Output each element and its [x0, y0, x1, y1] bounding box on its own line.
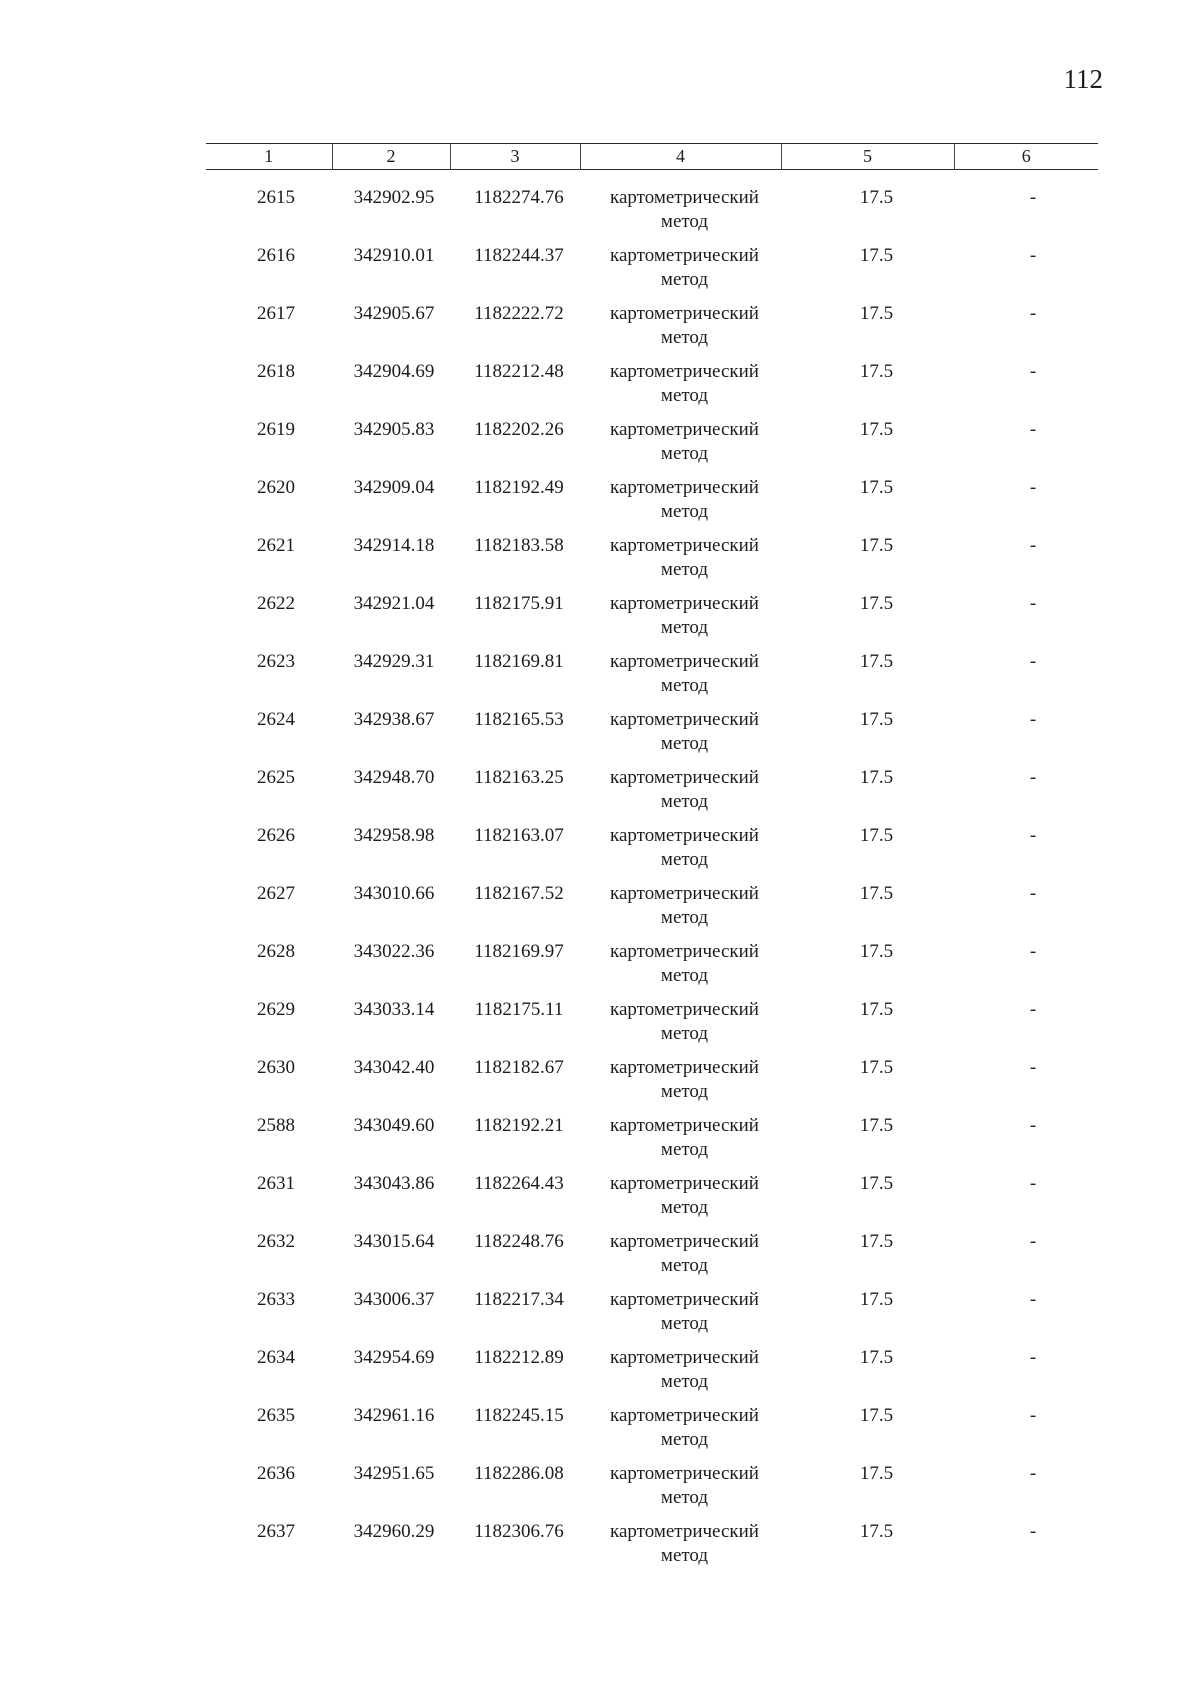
error-cell: 17.5	[859, 477, 894, 498]
method-line-1: картометрический	[610, 651, 759, 672]
note-cell: -	[1029, 999, 1037, 1020]
method-cell	[580, 170, 781, 245]
note-cell: -	[1029, 883, 1037, 904]
y-coordinate-cell: 1182212.48	[474, 361, 564, 382]
error-cell: 17.5	[859, 1231, 894, 1252]
table-row	[206, 1114, 1098, 1172]
table-row	[206, 650, 1098, 708]
point-id-cell: 2627	[257, 883, 295, 904]
table-row	[206, 824, 1098, 882]
x-coordinate-cell: 342905.83	[353, 419, 435, 440]
method-cell	[580, 1230, 781, 1288]
error-cell: 17.5	[859, 1405, 894, 1426]
y-coordinate-cell: 1182183.58	[474, 535, 564, 556]
x-coordinate-cell: 342960.29	[353, 1521, 435, 1542]
x-coordinate-cell: 343006.37	[353, 1289, 435, 1310]
y-coordinate-cell: 1182192.21	[474, 1115, 564, 1136]
x-coordinate-cell: 342921.04	[353, 593, 435, 614]
method-line-1: картометрический	[610, 1521, 759, 1542]
y-coordinate-cell: 1182264.43	[474, 1173, 564, 1194]
method-line-1: картометрический	[610, 1115, 759, 1136]
note-cell: -	[1029, 245, 1037, 266]
table-row	[206, 476, 1098, 534]
y-coordinate-cell: 1182182.67	[474, 1057, 564, 1078]
page-number: 112	[1063, 64, 1103, 94]
point-id-cell: 2623	[257, 651, 295, 672]
note-cell: -	[1029, 1231, 1037, 1252]
method-cell	[580, 824, 781, 882]
point-id-cell: 2630	[257, 1057, 295, 1078]
method-cell	[580, 476, 781, 534]
header-row	[206, 144, 1098, 170]
method-cell	[580, 360, 781, 418]
x-coordinate-cell: 342948.70	[353, 767, 435, 788]
error-cell: 17.5	[859, 187, 894, 208]
method-cell	[580, 998, 781, 1056]
method-line-2: метод	[660, 1197, 709, 1218]
table-row	[206, 534, 1098, 592]
method-line-2: метод	[660, 559, 709, 580]
note-cell: -	[1029, 535, 1037, 556]
point-id-cell: 2615	[257, 187, 295, 208]
x-coordinate-cell: 342902.95	[353, 187, 435, 208]
y-coordinate-cell: 1182248.76	[474, 1231, 564, 1252]
x-coordinate-cell: 342951.65	[353, 1463, 435, 1484]
note-cell: -	[1029, 419, 1037, 440]
table-row	[206, 708, 1098, 766]
error-cell: 17.5	[859, 941, 894, 962]
error-cell: 17.5	[859, 419, 894, 440]
method-line-2: метод	[660, 269, 709, 290]
note-cell: -	[1029, 593, 1037, 614]
note-cell: -	[1029, 361, 1037, 382]
note-cell: -	[1029, 1405, 1037, 1426]
table-row	[206, 998, 1098, 1056]
method-cell	[580, 1172, 781, 1230]
point-id-cell: 2622	[257, 593, 295, 614]
point-id-cell: 2626	[257, 825, 295, 846]
method-line-1: картометрический	[610, 883, 759, 904]
error-cell: 17.5	[859, 1115, 894, 1136]
note-cell: -	[1029, 941, 1037, 962]
method-line-2: метод	[660, 733, 709, 754]
point-id-cell: 2621	[257, 535, 295, 556]
method-line-2: метод	[660, 211, 709, 232]
x-coordinate-cell: 342929.31	[353, 651, 435, 672]
method-line-2: метод	[660, 1139, 709, 1160]
x-coordinate-cell: 342909.04	[353, 477, 435, 498]
note-cell: -	[1029, 477, 1037, 498]
x-coordinate-cell: 342904.69	[353, 361, 435, 382]
method-line-1: картометрический	[610, 1231, 759, 1252]
method-cell	[580, 1404, 781, 1462]
y-coordinate-cell: 1182244.37	[474, 245, 564, 266]
method-cell	[580, 940, 781, 998]
note-cell: -	[1029, 1521, 1037, 1542]
y-coordinate-cell: 1182245.15	[474, 1405, 564, 1426]
y-coordinate-cell: 1182222.72	[474, 303, 564, 324]
note-cell: -	[1029, 187, 1037, 208]
method-line-2: метод	[660, 1545, 709, 1566]
note-cell: -	[1029, 1347, 1037, 1368]
method-line-1: картометрический	[610, 1463, 759, 1484]
method-line-1: картометрический	[610, 303, 759, 324]
point-id-cell: 2635	[257, 1405, 295, 1426]
method-cell	[580, 882, 781, 940]
method-line-2: метод	[660, 1255, 709, 1276]
method-cell	[580, 1346, 781, 1404]
method-line-2: метод	[660, 327, 709, 348]
method-line-1: картометрический	[610, 1173, 759, 1194]
error-cell: 17.5	[859, 361, 894, 382]
method-line-1: картометрический	[610, 1057, 759, 1078]
table-row	[206, 1288, 1098, 1346]
point-id-cell: 2632	[257, 1231, 295, 1252]
error-cell: 17.5	[859, 1521, 894, 1542]
point-id-cell: 2637	[257, 1521, 295, 1542]
y-coordinate-cell: 1182286.08	[474, 1463, 564, 1484]
table-row	[206, 1230, 1098, 1288]
point-id-cell: 2619	[257, 419, 295, 440]
table-row	[206, 592, 1098, 650]
point-id-cell: 2631	[257, 1173, 295, 1194]
error-cell: 17.5	[859, 1173, 894, 1194]
method-line-1: картометрический	[610, 593, 759, 614]
y-coordinate-cell: 1182163.25	[474, 767, 564, 788]
method-line-1: картометрический	[610, 709, 759, 730]
method-line-1: картометрический	[610, 825, 759, 846]
table-row	[206, 244, 1098, 302]
error-cell: 17.5	[859, 651, 894, 672]
method-cell	[580, 650, 781, 708]
y-coordinate-cell: 1182192.49	[474, 477, 564, 498]
method-line-2: метод	[660, 443, 709, 464]
method-line-1: картометрический	[610, 941, 759, 962]
column-header-2: 2	[332, 144, 450, 170]
note-cell: -	[1029, 767, 1037, 788]
table-row	[206, 418, 1098, 476]
point-id-cell: 2624	[257, 709, 295, 730]
table-row	[206, 170, 1098, 245]
point-id-cell: 2620	[257, 477, 295, 498]
error-cell: 17.5	[859, 1057, 894, 1078]
x-coordinate-cell: 343015.64	[353, 1231, 435, 1252]
method-line-1: картометрический	[610, 187, 759, 208]
note-cell: -	[1029, 303, 1037, 324]
point-id-cell: 2625	[257, 767, 295, 788]
table-row	[206, 1346, 1098, 1404]
method-cell	[580, 534, 781, 592]
note-cell: -	[1029, 709, 1037, 730]
note-cell: -	[1029, 1463, 1037, 1484]
column-header-5: 5	[781, 144, 954, 170]
method-line-2: метод	[660, 675, 709, 696]
y-coordinate-cell: 1182212.89	[474, 1347, 564, 1368]
x-coordinate-cell: 343033.14	[353, 999, 435, 1020]
point-id-cell: 2617	[257, 303, 295, 324]
error-cell: 17.5	[859, 535, 894, 556]
table-row	[206, 940, 1098, 998]
point-id-cell: 2588	[257, 1115, 295, 1136]
error-cell: 17.5	[859, 883, 894, 904]
error-cell: 17.5	[859, 825, 894, 846]
method-cell	[580, 1114, 781, 1172]
point-id-cell: 2618	[257, 361, 295, 382]
method-line-1: картометрический	[610, 419, 759, 440]
method-line-2: метод	[660, 791, 709, 812]
method-cell	[580, 1462, 781, 1520]
x-coordinate-cell: 343049.60	[353, 1115, 435, 1136]
table-row	[206, 1056, 1098, 1114]
point-id-cell: 2616	[257, 245, 295, 266]
error-cell: 17.5	[859, 767, 894, 788]
column-header-4: 4	[580, 144, 781, 170]
point-id-cell: 2628	[257, 941, 295, 962]
note-cell: -	[1029, 1115, 1037, 1136]
error-cell: 17.5	[859, 1463, 894, 1484]
y-coordinate-cell: 1182163.07	[474, 825, 564, 846]
method-cell	[580, 1288, 781, 1346]
method-line-1: картометрический	[610, 477, 759, 498]
point-id-cell: 2636	[257, 1463, 295, 1484]
column-header-6: 6	[954, 144, 1098, 170]
error-cell: 17.5	[859, 709, 894, 730]
x-coordinate-cell: 342961.16	[353, 1405, 435, 1426]
y-coordinate-cell: 1182165.53	[474, 709, 564, 730]
method-line-2: метод	[660, 1081, 709, 1102]
x-coordinate-cell: 343010.66	[353, 883, 435, 904]
method-line-1: картометрический	[610, 361, 759, 382]
table-row	[206, 882, 1098, 940]
y-coordinate-cell: 1182217.34	[474, 1289, 564, 1310]
x-coordinate-cell: 343042.40	[353, 1057, 435, 1078]
error-cell: 17.5	[859, 1347, 894, 1368]
x-coordinate-cell: 342914.18	[353, 535, 435, 556]
column-header-3: 3	[450, 144, 580, 170]
method-line-2: метод	[660, 965, 709, 986]
x-coordinate-cell: 342958.98	[353, 825, 435, 846]
method-line-1: картометрический	[610, 245, 759, 266]
error-cell: 17.5	[859, 303, 894, 324]
method-line-2: метод	[660, 1371, 709, 1392]
point-id-cell: 2629	[257, 999, 295, 1020]
note-cell: -	[1029, 825, 1037, 846]
method-line-2: метод	[660, 1429, 709, 1450]
coordinates-table	[206, 143, 1098, 1578]
x-coordinate-cell: 342910.01	[353, 245, 435, 266]
method-line-1: картометрический	[610, 535, 759, 556]
point-id-cell: 2633	[257, 1289, 295, 1310]
method-line-2: метод	[660, 1487, 709, 1508]
table-row	[206, 360, 1098, 418]
table-body	[206, 170, 1098, 1579]
column-header-1: 1	[206, 144, 332, 170]
y-coordinate-cell: 1182175.11	[474, 999, 564, 1020]
method-cell	[580, 708, 781, 766]
method-line-2: метод	[660, 849, 709, 870]
method-line-2: метод	[660, 617, 709, 638]
error-cell: 17.5	[859, 593, 894, 614]
y-coordinate-cell: 1182274.76	[474, 187, 564, 208]
note-cell: -	[1029, 1173, 1037, 1194]
method-cell	[580, 418, 781, 476]
method-line-1: картометрический	[610, 1289, 759, 1310]
table-row	[206, 1520, 1098, 1578]
y-coordinate-cell: 1182169.81	[474, 651, 564, 672]
x-coordinate-cell: 342905.67	[353, 303, 435, 324]
method-line-1: картометрический	[610, 1347, 759, 1368]
x-coordinate-cell: 342938.67	[353, 709, 435, 730]
method-cell	[580, 1520, 781, 1578]
method-cell	[580, 302, 781, 360]
method-line-1: картометрический	[610, 999, 759, 1020]
note-cell: -	[1029, 1289, 1037, 1310]
method-line-1: картометрический	[610, 767, 759, 788]
method-line-2: метод	[660, 501, 709, 522]
error-cell: 17.5	[859, 999, 894, 1020]
error-cell: 17.5	[859, 245, 894, 266]
table-row	[206, 1404, 1098, 1462]
y-coordinate-cell: 1182169.97	[474, 941, 564, 962]
method-cell	[580, 766, 781, 824]
y-coordinate-cell: 1182306.76	[474, 1521, 564, 1542]
y-coordinate-cell: 1182175.91	[474, 593, 564, 614]
point-id-cell: 2634	[257, 1347, 295, 1368]
y-coordinate-cell: 1182167.52	[474, 883, 564, 904]
note-cell: -	[1029, 1057, 1037, 1078]
table-header	[206, 144, 1098, 170]
x-coordinate-cell: 343022.36	[353, 941, 435, 962]
note-cell: -	[1029, 651, 1037, 672]
y-coordinate-cell: 1182202.26	[474, 419, 564, 440]
method-cell	[580, 244, 781, 302]
x-coordinate-cell: 343043.86	[353, 1173, 435, 1194]
method-line-2: метод	[660, 1313, 709, 1334]
table-row	[206, 1462, 1098, 1520]
x-coordinate-cell: 342954.69	[353, 1347, 435, 1368]
table-row	[206, 766, 1098, 824]
method-line-2: метод	[660, 385, 709, 406]
table-row	[206, 302, 1098, 360]
method-line-2: метод	[660, 907, 709, 928]
method-line-1: картометрический	[610, 1405, 759, 1426]
table-row	[206, 1172, 1098, 1230]
method-cell	[580, 592, 781, 650]
error-cell: 17.5	[859, 1289, 894, 1310]
method-line-2: метод	[660, 1023, 709, 1044]
method-cell	[580, 1056, 781, 1114]
